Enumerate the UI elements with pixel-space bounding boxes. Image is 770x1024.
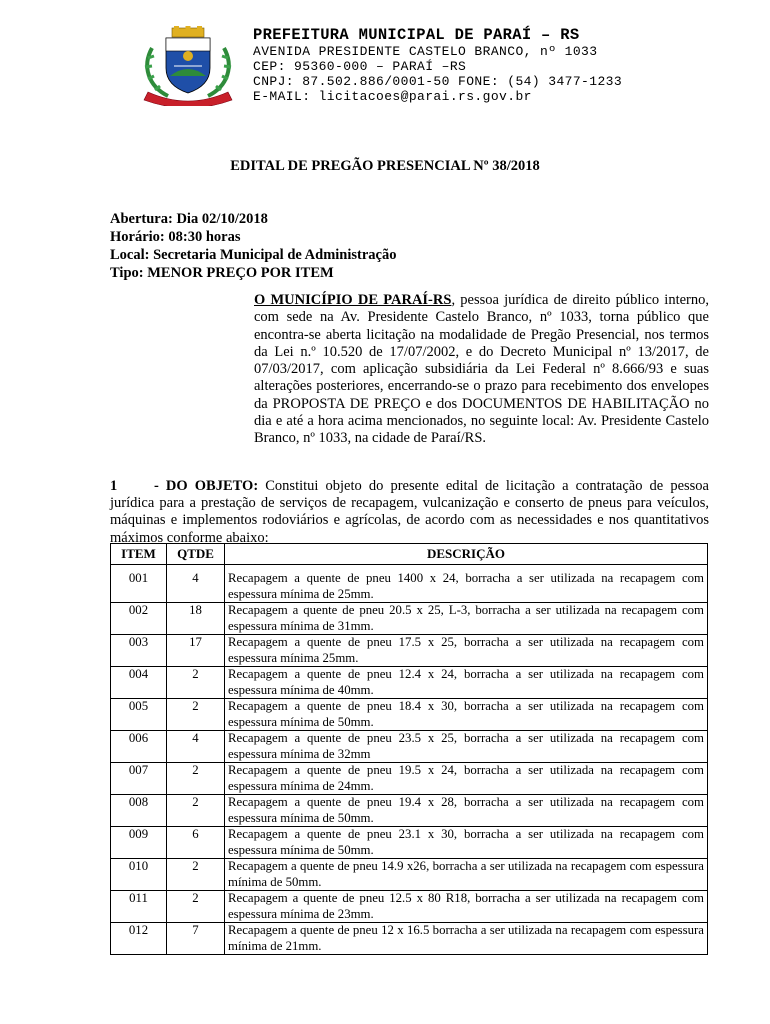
item-number: 009 xyxy=(111,827,167,859)
table-row xyxy=(111,859,708,891)
opening-time: Horário: 08:30 horas xyxy=(110,229,241,245)
items-table xyxy=(110,543,708,955)
table-row xyxy=(111,891,708,923)
item-qtde: 4 xyxy=(167,565,225,603)
opening-info xyxy=(110,210,396,282)
section-number: 1 xyxy=(110,478,118,494)
table-row xyxy=(111,763,708,795)
table-row xyxy=(111,603,708,635)
item-number: 008 xyxy=(111,795,167,827)
item-number: 003 xyxy=(111,635,167,667)
letterhead-cep: CEP: 95360-000 – PARAÍ –RS xyxy=(253,59,467,74)
item-number: 010 xyxy=(111,859,167,891)
bid-type: Tipo: MENOR PREÇO POR ITEM xyxy=(110,265,334,281)
item-qtde: 18 xyxy=(167,603,225,635)
table-row xyxy=(111,795,708,827)
item-description: Recapagem a quente de pneu 14.9 x26, borracha a ser utilizada na recapagem com espessura mínima de 50mm. xyxy=(225,859,708,891)
header-item: ITEM xyxy=(111,544,167,565)
item-number: 002 xyxy=(111,603,167,635)
item-qtde: 2 xyxy=(167,699,225,731)
item-description: Recapagem a quente de pneu 19.5 x 24, borracha a ser utilizada na recapagem com espessura mínima de 24mm. xyxy=(225,763,708,795)
item-description: Recapagem a quente de pneu 20.5 x 25, L-3, borracha a ser utilizada na recapagem com espessura mínima de 31mm. xyxy=(225,603,708,635)
item-number: 001 xyxy=(111,565,167,603)
item-description: Recapagem a quente de pneu 23.5 x 25, borracha a ser utilizada na recapagem com espessura mínima de 32mm xyxy=(225,731,708,763)
section-text: Constitui objeto do presente edital de licitação a contratação de pessoa jurídica para a prestação de serviços de recapagem, vulcanização e conserto de pneus para veículos, máquinas e implementos rodoviários e agrícolas, de acordo com as necessidades e nos quantitativos máximos conforme abaixo: xyxy=(110,478,709,546)
item-description: Recapagem a quente de pneu 12.4 x 24, borracha a ser utilizada na recapagem com espessura mínima de 40mm. xyxy=(225,667,708,699)
section-heading: - DO OBJETO: xyxy=(154,478,259,494)
intro-paragraph xyxy=(254,292,709,448)
item-description: Recapagem a quente de pneu 12.5 x 80 R18, borracha a ser utilizada na recapagem com espessura mínima de 23mm. xyxy=(225,891,708,923)
item-qtde: 2 xyxy=(167,859,225,891)
intro-lead: O MUNICÍPIO DE PARAÍ-RS xyxy=(254,292,452,308)
item-qtde: 2 xyxy=(167,667,225,699)
item-number: 007 xyxy=(111,763,167,795)
table-row xyxy=(111,565,708,603)
table-row xyxy=(111,731,708,763)
section-object xyxy=(110,478,709,547)
item-number: 005 xyxy=(111,699,167,731)
item-description: Recapagem a quente de pneu 17.5 x 25, borracha a ser utilizada na recapagem com espessura mínima 25mm. xyxy=(225,635,708,667)
item-qtde: 7 xyxy=(167,923,225,955)
item-qtde: 4 xyxy=(167,731,225,763)
item-description: Recapagem a quente de pneu 1400 x 24, borracha a ser utilizada na recapagem com espessura mínima de 25mm. xyxy=(225,565,708,603)
letterhead-address: AVENIDA PRESIDENTE CASTELO BRANCO, nº 1033 xyxy=(253,44,598,59)
item-qtde: 2 xyxy=(167,795,225,827)
item-description: Recapagem a quente de pneu 19.4 x 28, borracha a ser utilizada na recapagem com espessura mínima de 50mm. xyxy=(225,795,708,827)
intro-body: , pessoa jurídica de direito público interno, com sede na Av. Presidente Castelo Branco, nº 1033, torna público que encontra-se aberta licitação na modalidade de Pregão Presencial, nos termos da Lei n.º 10.520 de 17/07/2002, e do Decreto Municipal nº 13/2017, de 07/03/2017, com aplicação subsidiária da Lei Federal nº 8.666/93 e suas alterações posteriores, encerrando-se o prazo para recebimento dos envelopes da PROPOSTA DE PREÇO e dos DOCUMENTOS DE HABILITAÇÃO no dia e até a hora acima mencionados, no seguinte local: Av. Presidente Castelo Branco, nº 1033, na cidade de Paraí/RS. xyxy=(254,292,710,447)
item-qtde: 2 xyxy=(167,763,225,795)
header-qtde: QTDE xyxy=(167,544,225,565)
opening-date: Abertura: Dia 02/10/2018 xyxy=(110,211,268,227)
item-number: 006 xyxy=(111,731,167,763)
letterhead-cnpj-phone: CNPJ: 87.502.886/0001-50 FONE: (54) 3477-1233 xyxy=(253,74,623,89)
letterhead-email: E-MAIL: licitacoes@parai.rs.gov.br xyxy=(253,89,532,104)
table-row xyxy=(111,635,708,667)
item-number: 012 xyxy=(111,923,167,955)
item-description: Recapagem a quente de pneu 23.1 x 30, borracha a ser utilizada na recapagem com espessura mínima de 50mm. xyxy=(225,827,708,859)
letterhead xyxy=(253,26,622,104)
item-description: Recapagem a quente de pneu 18.4 x 30, borracha a ser utilizada na recapagem com espessura mínima de 50mm. xyxy=(225,699,708,731)
item-qtde: 17 xyxy=(167,635,225,667)
item-number: 011 xyxy=(111,891,167,923)
item-qtde: 2 xyxy=(167,891,225,923)
table-row xyxy=(111,699,708,731)
table-header-row xyxy=(111,544,708,565)
item-description: Recapagem a quente de pneu 12 x 16.5 borracha a ser utilizada na recapagem com espessura mínima de 21mm. xyxy=(225,923,708,955)
municipal-crest-icon xyxy=(134,26,242,106)
item-qtde: 6 xyxy=(167,827,225,859)
opening-location: Local: Secretaria Municipal de Administração xyxy=(110,247,397,263)
letterhead-title: PREFEITURA MUNICIPAL DE PARAÍ – RS xyxy=(253,26,580,44)
table-row xyxy=(111,923,708,955)
item-number: 004 xyxy=(111,667,167,699)
table-row xyxy=(111,667,708,699)
table-row xyxy=(111,827,708,859)
header-descricao: DESCRIÇÃO xyxy=(225,544,708,565)
document-title: EDITAL DE PREGÃO PRESENCIAL Nº 38/2018 xyxy=(230,158,540,174)
